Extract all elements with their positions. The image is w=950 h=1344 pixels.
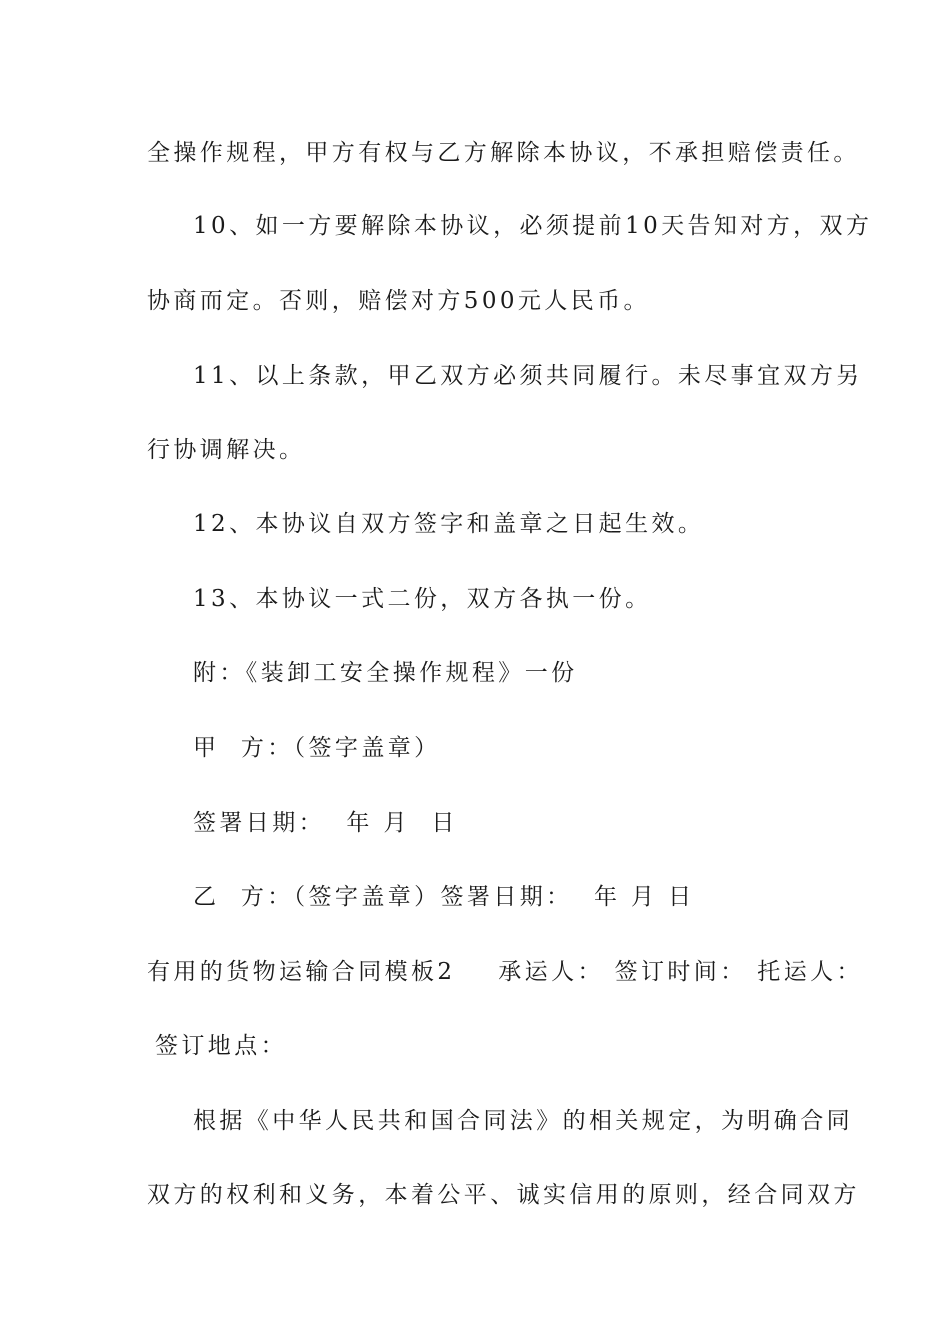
clause-13-line: 13、本协议一式二份，双方各执一份。 (193, 586, 652, 612)
attachment-line: 附：《装卸工安全操作规程》一份 (193, 660, 578, 686)
paragraph-line: 根据《中华人民共和国合同法》的相关规定，为明确合同 (193, 1108, 853, 1134)
paragraph-line: 全操作规程，甲方有权与乙方解除本协议，不承担赔偿责任。 (147, 140, 860, 166)
clause-12-line: 12、本协议自双方签字和盖章之日起生效。 (193, 511, 705, 537)
paragraph-line: 协商而定。否则，赔偿对方500元人民币。 (147, 288, 650, 314)
party-a-date-line: 签署日期： 年 月 日 (193, 810, 458, 836)
paragraph-line: 双方的权利和义务，本着公平、诚实信用的原则，经合同双方 (147, 1182, 860, 1208)
party-b-signature-line: 乙 方：（签字盖章）签署日期： 年 月 日 (193, 884, 695, 910)
party-a-signature-line: 甲 方：（签字盖章） (193, 735, 441, 761)
paragraph-line: 行协调解决。 (147, 437, 306, 463)
section-heading-line: 有用的货物运输合同模板2 承运人： 签订时间： 托运人： (147, 959, 863, 985)
clause-11-line: 11、以上条款，甲乙双方必须共同履行。未尽事宜双方另 (193, 363, 863, 389)
clause-10-line: 10、如一方要解除本协议，必须提前10天告知对方，双方 (193, 213, 873, 239)
signing-place-line: 签订地点： (155, 1033, 287, 1059)
